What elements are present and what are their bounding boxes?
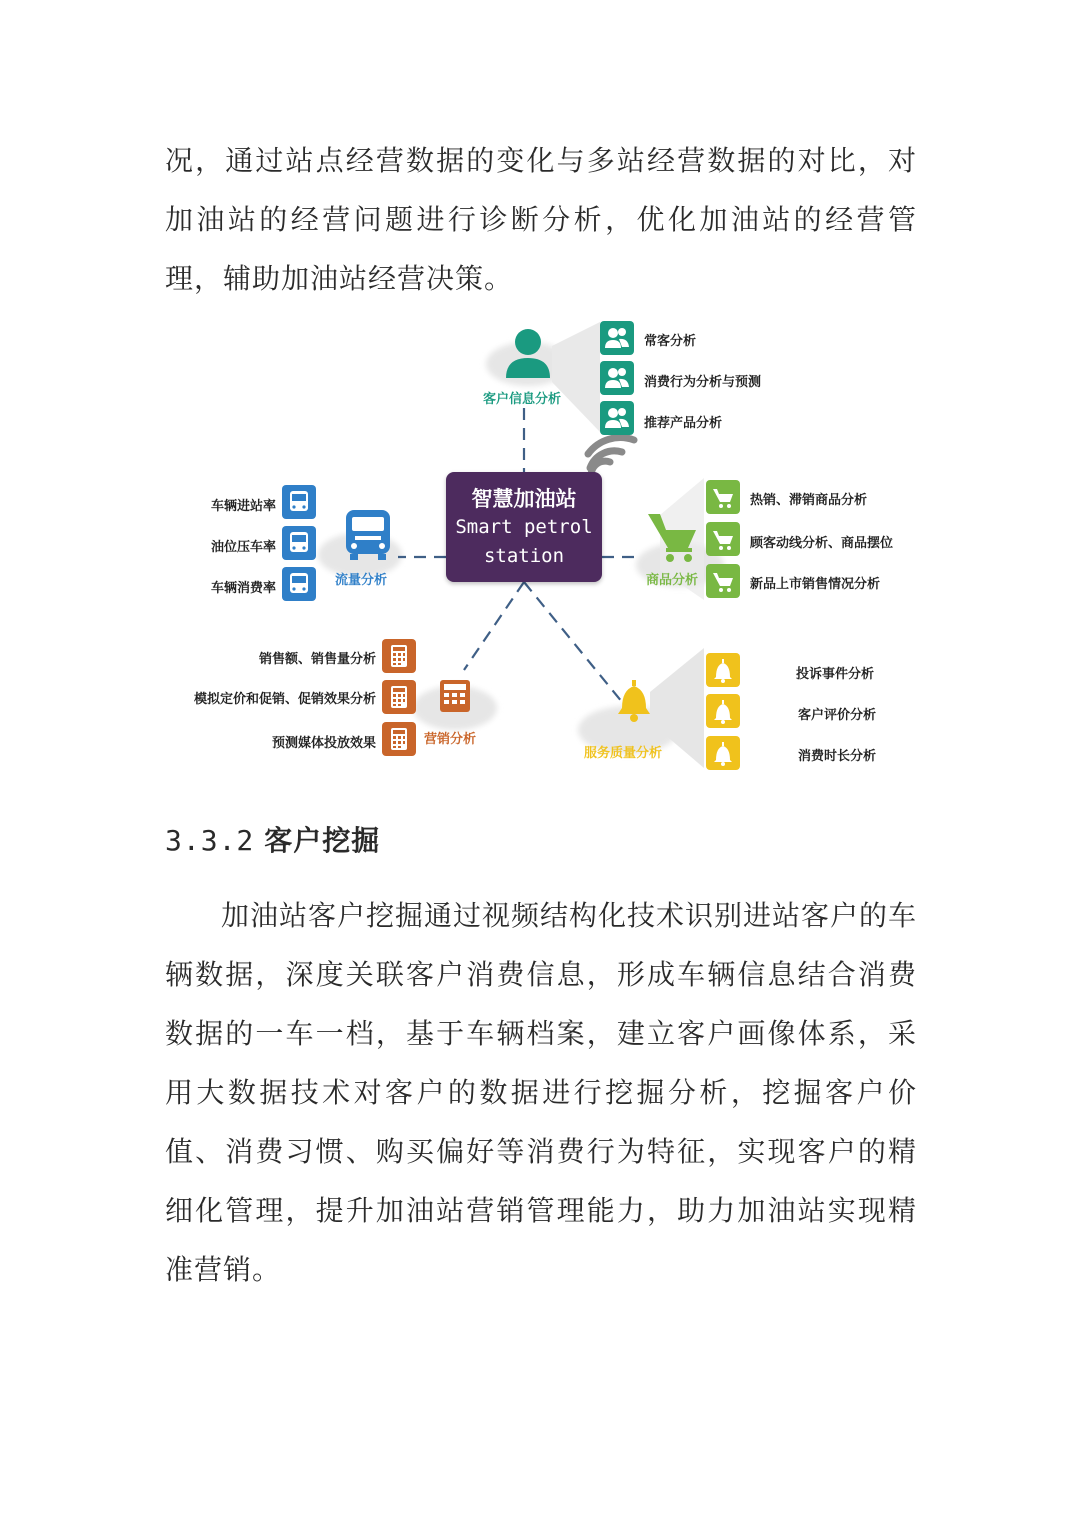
- category-customer: 客户信息分析: [483, 392, 562, 407]
- marketing-item-3: 预测媒体投放效果: [271, 736, 376, 751]
- customer-item-3-icon: [600, 401, 634, 435]
- marketing-item-1: 销售额、销售量分析: [258, 652, 376, 667]
- traffic-item-2: 油位压车率: [210, 540, 276, 555]
- section-title: 客户挖掘: [264, 824, 381, 857]
- goods-item-3: 新品上市销售情况分析: [750, 577, 881, 592]
- bus-icon: [346, 510, 390, 560]
- goods-item-1-icon: [706, 480, 740, 514]
- service-item-3: 消费时长分析: [798, 749, 877, 764]
- traffic-item-3: 车辆消费率: [210, 581, 276, 596]
- section-heading: [165, 818, 380, 864]
- customer-item-1: 常客分析: [644, 334, 697, 349]
- paragraph-intro: 况，通过站点经营数据的变化与多站经营数据的对比，对加油站的经营问题进行诊断分析，优化加油站的经营管理，辅助加油站经营决策。: [165, 144, 917, 295]
- customer-item-3: 推荐产品分析: [644, 416, 723, 431]
- smart-station-diagram: [160, 310, 920, 790]
- category-goods: 商品分析: [646, 573, 699, 588]
- customer-item-2: 消费行为分析与预测: [644, 375, 762, 390]
- service-item-1-icon: [706, 653, 740, 687]
- calculator-icon: [440, 680, 470, 712]
- goods-item-2-icon: [706, 522, 740, 556]
- category-traffic: 流量分析: [335, 573, 388, 588]
- marketing-item-3-icon: [382, 722, 416, 756]
- section-number: 3.3.2: [165, 824, 255, 857]
- goods-item-1: 热销、滞销商品分析: [750, 493, 868, 508]
- goods-item-3-icon: [706, 564, 740, 598]
- service-item-1: 投诉事件分析: [796, 667, 875, 682]
- service-item-2: 客户评价分析: [798, 708, 877, 723]
- customer-item-2-icon: [600, 361, 634, 395]
- traffic-item-2-icon: [282, 526, 316, 560]
- hub-title-cn: 智慧加油站: [471, 487, 577, 511]
- traffic-item-1: 车辆进站率: [210, 499, 276, 514]
- service-item-3-icon: [706, 736, 740, 770]
- category-service: 服务质量分析: [584, 746, 663, 761]
- hub-title-en-2: station: [483, 545, 565, 567]
- traffic-item-1-icon: [282, 485, 316, 519]
- hub-box: [446, 472, 602, 582]
- marketing-item-2-icon: [382, 680, 416, 714]
- paragraph-customer-mining: 加油站客户挖掘通过视频结构化技术识别进站客户的车辆数据，深度关联客户消费信息，形成车辆信息结合消费数据的一车一档，基于车辆档案，建立客户画像体系，采用大数据技术对客户的数据进行挖掘分析，挖掘客户价值、消费习惯、购买偏好等消费行为特征，实现客户的精细化管理，提升加油站营销管理能力，助力加油站实现精准营销。: [165, 899, 918, 1286]
- category-marketing: 营销分析: [424, 732, 477, 747]
- service-item-2-icon: [706, 694, 740, 728]
- marketing-item-1-icon: [382, 639, 416, 673]
- customer-item-1-icon: [600, 321, 634, 355]
- traffic-item-3-icon: [282, 567, 316, 601]
- hub-title-en-1: Smart petrol: [455, 516, 593, 538]
- goods-item-2: 顾客动线分析、商品摆位: [750, 536, 894, 551]
- marketing-item-2: 模拟定价和促销、促销效果分析: [193, 692, 376, 707]
